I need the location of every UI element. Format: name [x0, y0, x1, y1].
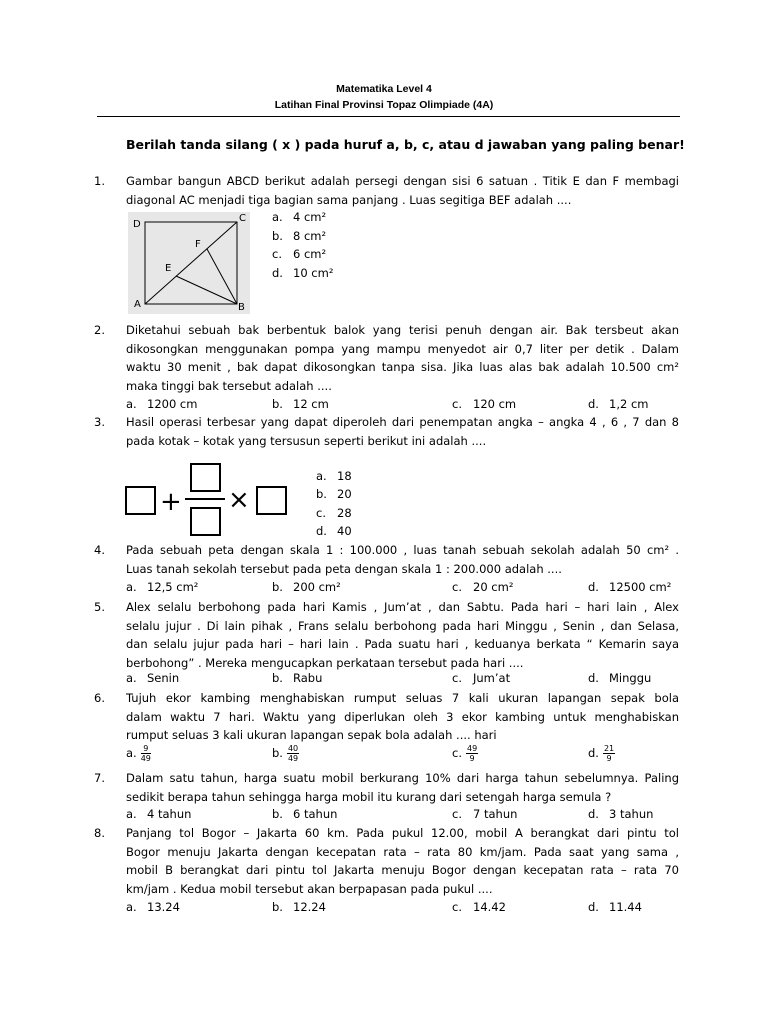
- label-f: F: [195, 239, 201, 250]
- option-8a[interactable]: a. 13.24: [126, 900, 180, 914]
- question-7-line: Dalam satu tahun, harga suatu mobil berkurang 10% dari harga tahun sebelumnya. Paling: [126, 771, 679, 785]
- question-3-number: 3.: [94, 415, 105, 429]
- question-5-line: dan selalu jujur pada hari – hari lain . Pada suatu hari , keduanya berkata “ Kemarin saya: [126, 637, 679, 652]
- instruction: Berilah tanda silang ( x ) pada huruf a, b, c, atau d jawaban yang paling benar!: [126, 137, 685, 152]
- option-5a[interactable]: a. Senin: [126, 671, 180, 685]
- label-b: B: [238, 302, 245, 313]
- question-8-line: mobil B berangkat dari pintu tol Jakarta menuju Bogor dengan kecepatan rata – rata 70: [126, 863, 679, 878]
- option-5c[interactable]: c. Jum’at: [452, 671, 511, 685]
- question-5-number: 5.: [94, 600, 105, 614]
- question-7-text: [126, 769, 679, 806]
- option-3d[interactable]: d. 40: [316, 524, 352, 538]
- option-1c[interactable]: c. 6 cm²: [272, 247, 327, 261]
- document-title: Matematika Level 4: [336, 83, 432, 95]
- option-3b[interactable]: b. 20: [316, 487, 352, 501]
- question-6-number: 6.: [94, 691, 105, 705]
- question-8-line: km/jam . Kedua mobil tersebut akan berpapasan pada pukul ....: [126, 881, 493, 896]
- question-6-line: Tujuh ekor kambing menghabiskan rumput seluas 7 kali ukuran lapangan sepak bola: [126, 691, 679, 705]
- question-8-line: Panjang tol Bogor – Jakarta 60 km. Pada pukul 12.00, mobil A berangkat dari pintu tol: [126, 826, 679, 840]
- diagonal-ac: [145, 222, 237, 304]
- question-4-number: 4.: [94, 543, 105, 557]
- question-1-line: Gambar bangun ABCD berikut adalah persegi dengan sisi 6 satuan . Titik E dan F membagi: [126, 174, 679, 188]
- option-2a[interactable]: a. 1200 cm: [126, 397, 198, 411]
- question-2-text: [126, 321, 679, 395]
- option-5b[interactable]: b. Rabu: [272, 671, 323, 685]
- option-2b[interactable]: b. 12 cm: [272, 397, 329, 411]
- box-numerator: [191, 464, 220, 491]
- question-6-text: [126, 689, 679, 745]
- document-subtitle: Latihan Final Provinsi Topaz Olimpiade (4A): [274, 99, 494, 111]
- option-8d[interactable]: d. 11.44: [588, 900, 642, 914]
- option-3c[interactable]: c. 28: [316, 506, 352, 520]
- question-2-number: 2.: [94, 323, 105, 337]
- label-a: A: [134, 299, 141, 310]
- square-figure-svg: [128, 212, 250, 314]
- question-8-number: 8.: [94, 826, 105, 840]
- question-5-line: Alex selalu berbohong pada hari Kamis , Jum’at , dan Sabtu. Pada hari – hari lain , Alex: [126, 600, 679, 614]
- question-7-number: 7.: [94, 771, 105, 785]
- option-7c[interactable]: c. 7 tahun: [452, 807, 518, 821]
- option-8b[interactable]: b. 12.24: [272, 900, 326, 914]
- question-4-line: Pada sebuah peta dengan skala 1 : 100.000 , luas tanah sebuah sekolah adalah 50 cm² .: [126, 543, 679, 557]
- header-divider: [97, 116, 680, 117]
- question-5-line: berbohong” . Mereka mengucapkan perkataan tersebut pada hari ....: [126, 655, 524, 670]
- option-7d[interactable]: d. 3 tahun: [588, 807, 654, 821]
- option-6a[interactable]: a. $\frac{9}{49}$: [126, 744, 151, 763]
- question-4-line: Luas tanah sekolah tersebut pada peta dengan skala 1 : 200.000 adalah ....: [126, 561, 562, 576]
- option-4c[interactable]: c. 20 cm²: [452, 580, 514, 594]
- option-4d[interactable]: d. 12500 cm²: [588, 580, 672, 594]
- option-4b[interactable]: b. 200 cm²: [272, 580, 341, 594]
- question-1-text: [126, 172, 679, 209]
- box-expression-svg: [122, 460, 292, 538]
- question-8-line: Bogor menuju Jakarta dengan kecepatan rata – rata 80 km/jam. Pada saat yang sama ,: [126, 844, 679, 859]
- question-2-line: Diketahui sebuah bak berbentuk balok yang terisi penuh dengan air. Bak tersbeut akan: [126, 323, 679, 337]
- square-figure: [128, 212, 250, 314]
- option-4a[interactable]: a. 12,5 cm²: [126, 580, 199, 594]
- question-3-line: pada kotak – kotak yang tersusun seperti berikut ini adalah ....: [126, 433, 487, 448]
- question-6-line: dalam waktu 7 hari. Waktu yang diperlukan oleh 3 ekor kambing untuk menghabiskan: [126, 709, 679, 724]
- question-5-text: [126, 598, 679, 672]
- question-2-line: dikosongkan menggunakan pompa yang mampu menyedot air 0,7 liter per detik . Dalam: [126, 341, 679, 356]
- plus-sign: +: [160, 487, 182, 517]
- option-6b[interactable]: b. $\frac{40}{49}$: [272, 744, 299, 763]
- option-1d[interactable]: d. 10 cm²: [272, 266, 334, 280]
- option-1a[interactable]: a. 4 cm²: [272, 210, 327, 224]
- option-3a[interactable]: a. 18: [316, 469, 352, 483]
- label-c: C: [239, 213, 246, 224]
- question-4-text: [126, 541, 679, 578]
- question-2-line: maka tinggi bak tersebut adalah ....: [126, 378, 332, 393]
- times-sign: ×: [228, 485, 250, 515]
- question-5-line: selalu jujur . Di lain pihak , Frans selalu berbohong pada hari Minggu , Senin , dan Selasa,: [126, 618, 679, 633]
- option-2d[interactable]: d. 1,2 cm: [588, 397, 649, 411]
- option-5d[interactable]: d. Minggu: [588, 671, 652, 685]
- question-2-line: waktu 30 menit , bak dapat dikosongkan tanpa sisa. Jika luas alas bak adalah 10.500 cm²: [126, 360, 679, 375]
- question-1-line: diagonal AC menjadi tiga bagian sama panjang . Luas segitiga BEF adalah ....: [126, 192, 572, 207]
- option-8c[interactable]: c. 14.42: [452, 900, 506, 914]
- option-7b[interactable]: b. 6 tahun: [272, 807, 338, 821]
- option-7a[interactable]: a. 4 tahun: [126, 807, 192, 821]
- question-6-line: rumput seluas 3 kali ukuran lapangan sepak bola adalah .... hari: [126, 728, 497, 743]
- question-1-number: 1.: [94, 174, 105, 188]
- option-2c[interactable]: c. 120 cm: [452, 397, 517, 411]
- box-3: [257, 487, 286, 514]
- segment-eb: [176, 276, 237, 304]
- box-denominator: [191, 508, 220, 535]
- box-expression-figure: [122, 460, 292, 538]
- segment-fb: [207, 249, 237, 304]
- option-6c[interactable]: c. $\frac{49}{9}$: [452, 744, 478, 763]
- option-1b[interactable]: b. 8 cm²: [272, 229, 327, 243]
- question-3-text: [126, 413, 679, 450]
- option-6d[interactable]: d. $\frac{21}{9}$: [588, 744, 615, 763]
- box-1: [126, 487, 155, 514]
- question-3-line: Hasil operasi terbesar yang dapat diperoleh dari penempatan angka – angka 4 , 6 , 7 dan 8: [126, 415, 679, 429]
- label-e: E: [165, 263, 172, 274]
- question-8-text: [126, 824, 679, 898]
- question-7-line: sedikit berapa tahun sehingga harga mobil itu kurang dari setengah harga semula ?: [126, 789, 612, 804]
- label-d: D: [133, 219, 141, 230]
